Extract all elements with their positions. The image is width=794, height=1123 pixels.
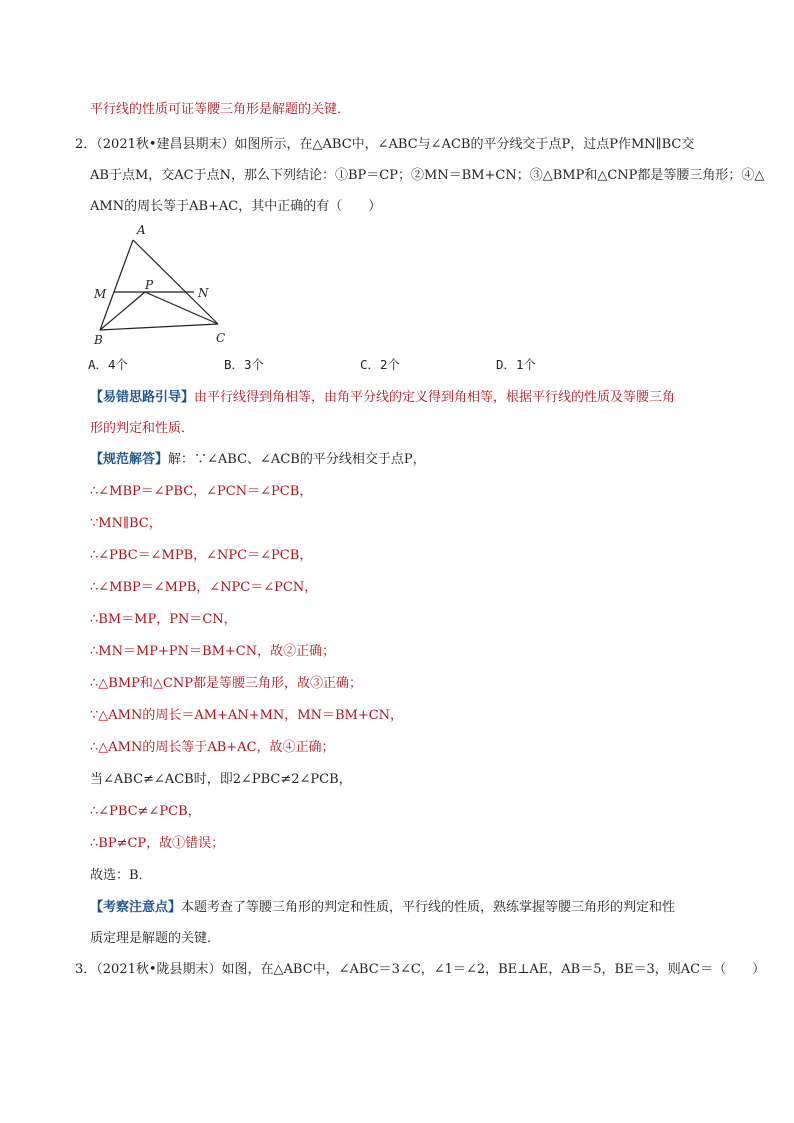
solution-step: ∴∠PBC＝∠MPB，∠NPC＝∠PCB，	[90, 548, 313, 563]
hint-tag: 【易错思路引导】	[90, 390, 195, 405]
question-3-line-1: 3．（2021秋•陇县期末）如图，在△ABC中，∠ABC＝3∠C，∠1＝∠2，BE⊥AE，AB＝5，BE＝3，则AC＝（ ）	[75, 962, 766, 977]
hint-line-2: 形的判定和性质．	[90, 421, 195, 436]
solution-tag: 【规范解答】	[90, 452, 169, 467]
solution-step: ∴∠MBP＝∠MPB，∠NPC＝∠PCN，	[90, 580, 318, 595]
note-text: 本题考查了等腰三角形的判定和性质，平行线的性质，熟练掌握等腰三角形的判定和性	[181, 900, 676, 915]
solution-answer: 故选：B．	[90, 868, 152, 883]
solution-step: ∴MN＝MP+PN＝BM+CN，故②正确；	[90, 644, 336, 659]
label-b: B	[94, 333, 103, 347]
label-a: A	[137, 223, 146, 237]
option-a: A．4个	[88, 357, 129, 372]
solution-step: ∵MN∥BC，	[90, 516, 162, 531]
label-n: N	[198, 286, 209, 300]
solution-step: ∴△BMP和△CNP都是等腰三角形，故③正确；	[90, 676, 362, 691]
label-m: M	[94, 287, 107, 301]
solution-intro-text: 解：∵∠ABC、∠ACB的平分线相交于点P，	[168, 452, 426, 467]
option-d: D．1个	[496, 357, 537, 372]
triangle-figure	[90, 218, 240, 348]
solution-step: 当∠ABC≠∠ACB时，即2∠PBC≠2∠PCB，	[90, 772, 352, 787]
hint-line-1	[90, 388, 675, 408]
hint-text: 由平行线得到角相等，由角平分线的定义得到角相等，根据平行线的性质及等腰三角	[194, 390, 676, 405]
solution-step: ∴BP≠CP，故①错误；	[90, 836, 225, 851]
solution-step: ∴BM＝MP，PN＝CN，	[90, 612, 237, 627]
option-b: B．3个	[224, 357, 265, 372]
previous-answer-note: 平行线的性质可证等腰三角形是解题的关键．	[90, 102, 351, 117]
solution-step: ∴∠PBC≠∠PCB，	[90, 804, 201, 819]
solution-intro	[90, 450, 426, 470]
question-2-line-1: 2．（2021秋•建昌县期末）如图所示，在△ABC中，∠ABC与∠ACB的平分线交于点P，过点P作MN∥BC交	[75, 137, 695, 152]
side-bc	[100, 324, 218, 330]
question-2-line-3: AMN的周长等于AB+AC，其中正确的有（ ）	[90, 199, 382, 214]
note-line-2: 质定理是解题的关键．	[90, 931, 221, 946]
solution-step: ∵△AMN的周长＝AM+AN+MN，MN＝BM+CN，	[90, 708, 404, 723]
solution-step: ∴△AMN的周长等于AB+AC，故④正确；	[90, 740, 335, 755]
note-tag: 【考察注意点】	[90, 900, 182, 915]
label-c: C	[216, 331, 226, 345]
option-c: C．2个	[360, 357, 401, 372]
note-line-1	[90, 898, 675, 918]
label-p: P	[145, 278, 154, 292]
question-2-line-2: AB于点M，交AC于点N，那么下列结论：①BP＝CP；②MN＝BM+CN；③△BMP和△CNP都是等腰三角形；④△	[90, 168, 765, 183]
solution-step: ∴∠MBP＝∠PBC，∠PCN＝∠PCB，	[90, 484, 313, 499]
